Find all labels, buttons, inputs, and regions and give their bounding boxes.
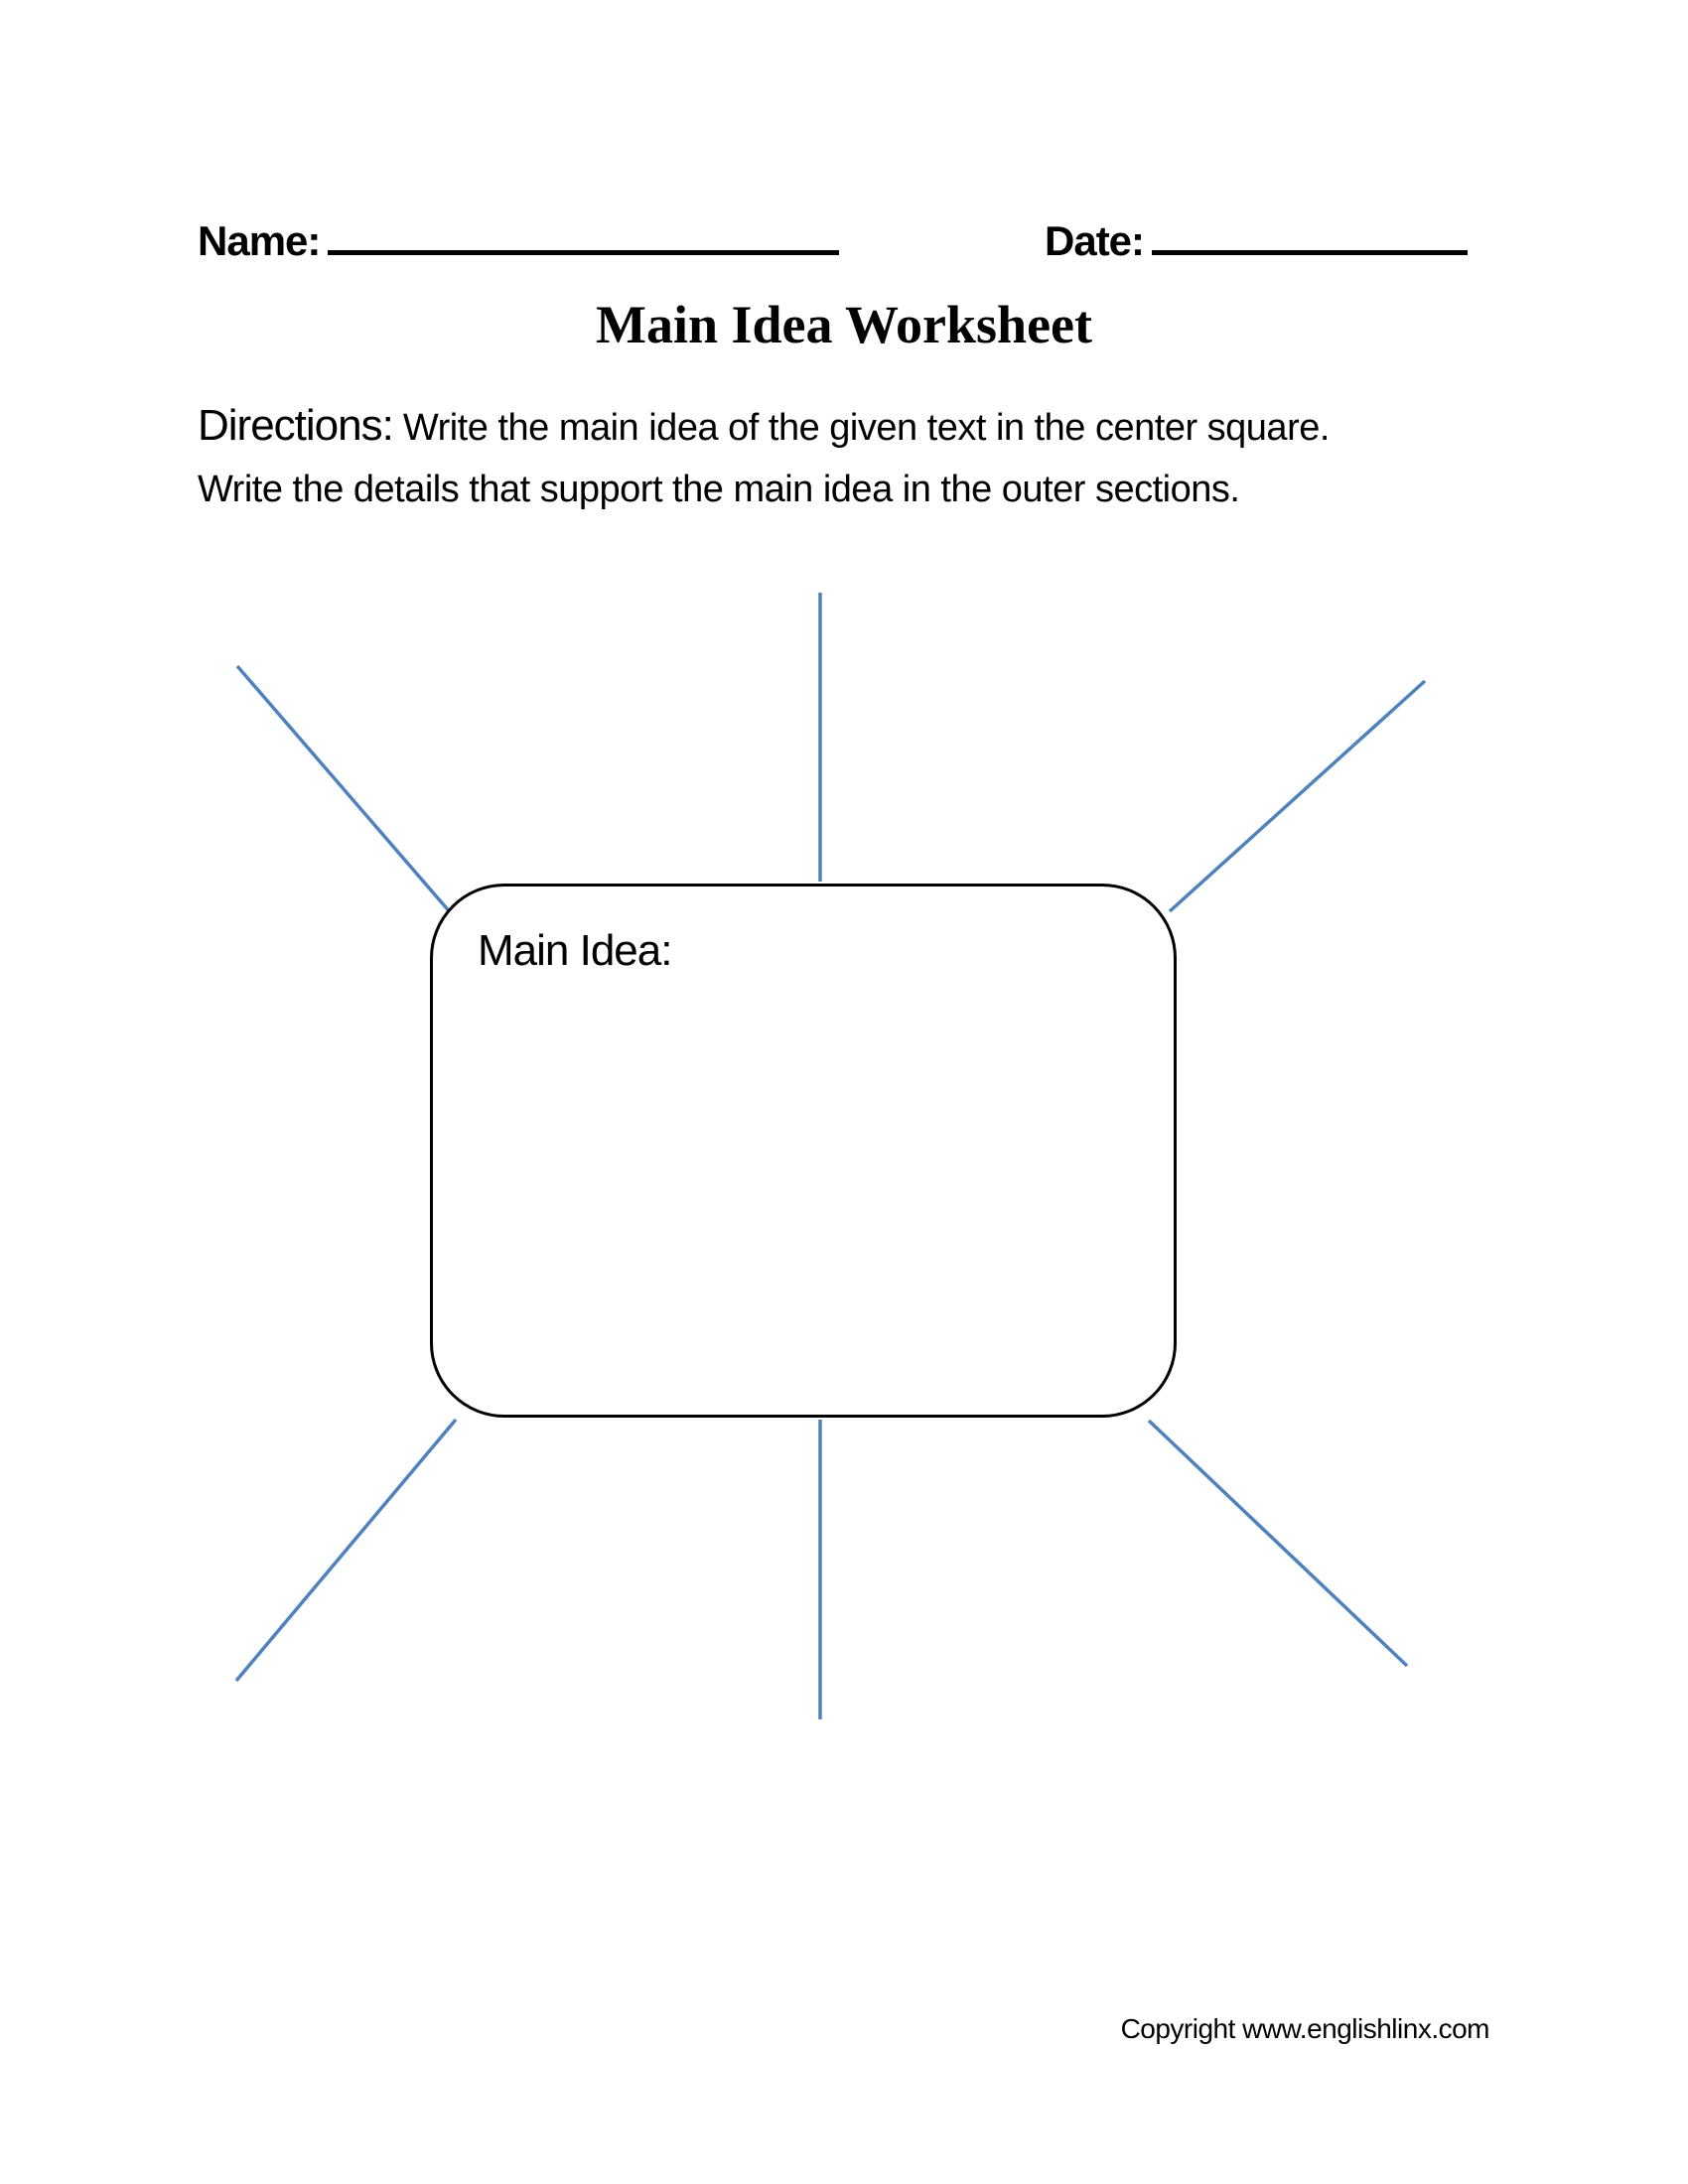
spoke-bottom-left-line: [236, 1420, 456, 1681]
main-idea-box: [430, 884, 1177, 1418]
directions-line-2: Write the details that support the main idea in the outer sections.: [198, 469, 1240, 510]
directions-line-1-text: Write the main idea of the given text in the center square.: [402, 407, 1330, 449]
spoke-top-left-line: [237, 666, 452, 914]
page-title: Main Idea Worksheet: [595, 295, 1093, 354]
copyright-text: Copyright www.englishlinx.com: [1120, 2013, 1489, 2044]
main-idea-label: Main Idea:: [478, 926, 672, 975]
name-label: Name:: [198, 217, 321, 264]
date-label: Date:: [1045, 217, 1145, 264]
spoke-bottom-right-line: [1149, 1421, 1407, 1666]
directions-label: Directions:: [198, 401, 393, 450]
spoke-top-right-line: [1170, 681, 1425, 911]
